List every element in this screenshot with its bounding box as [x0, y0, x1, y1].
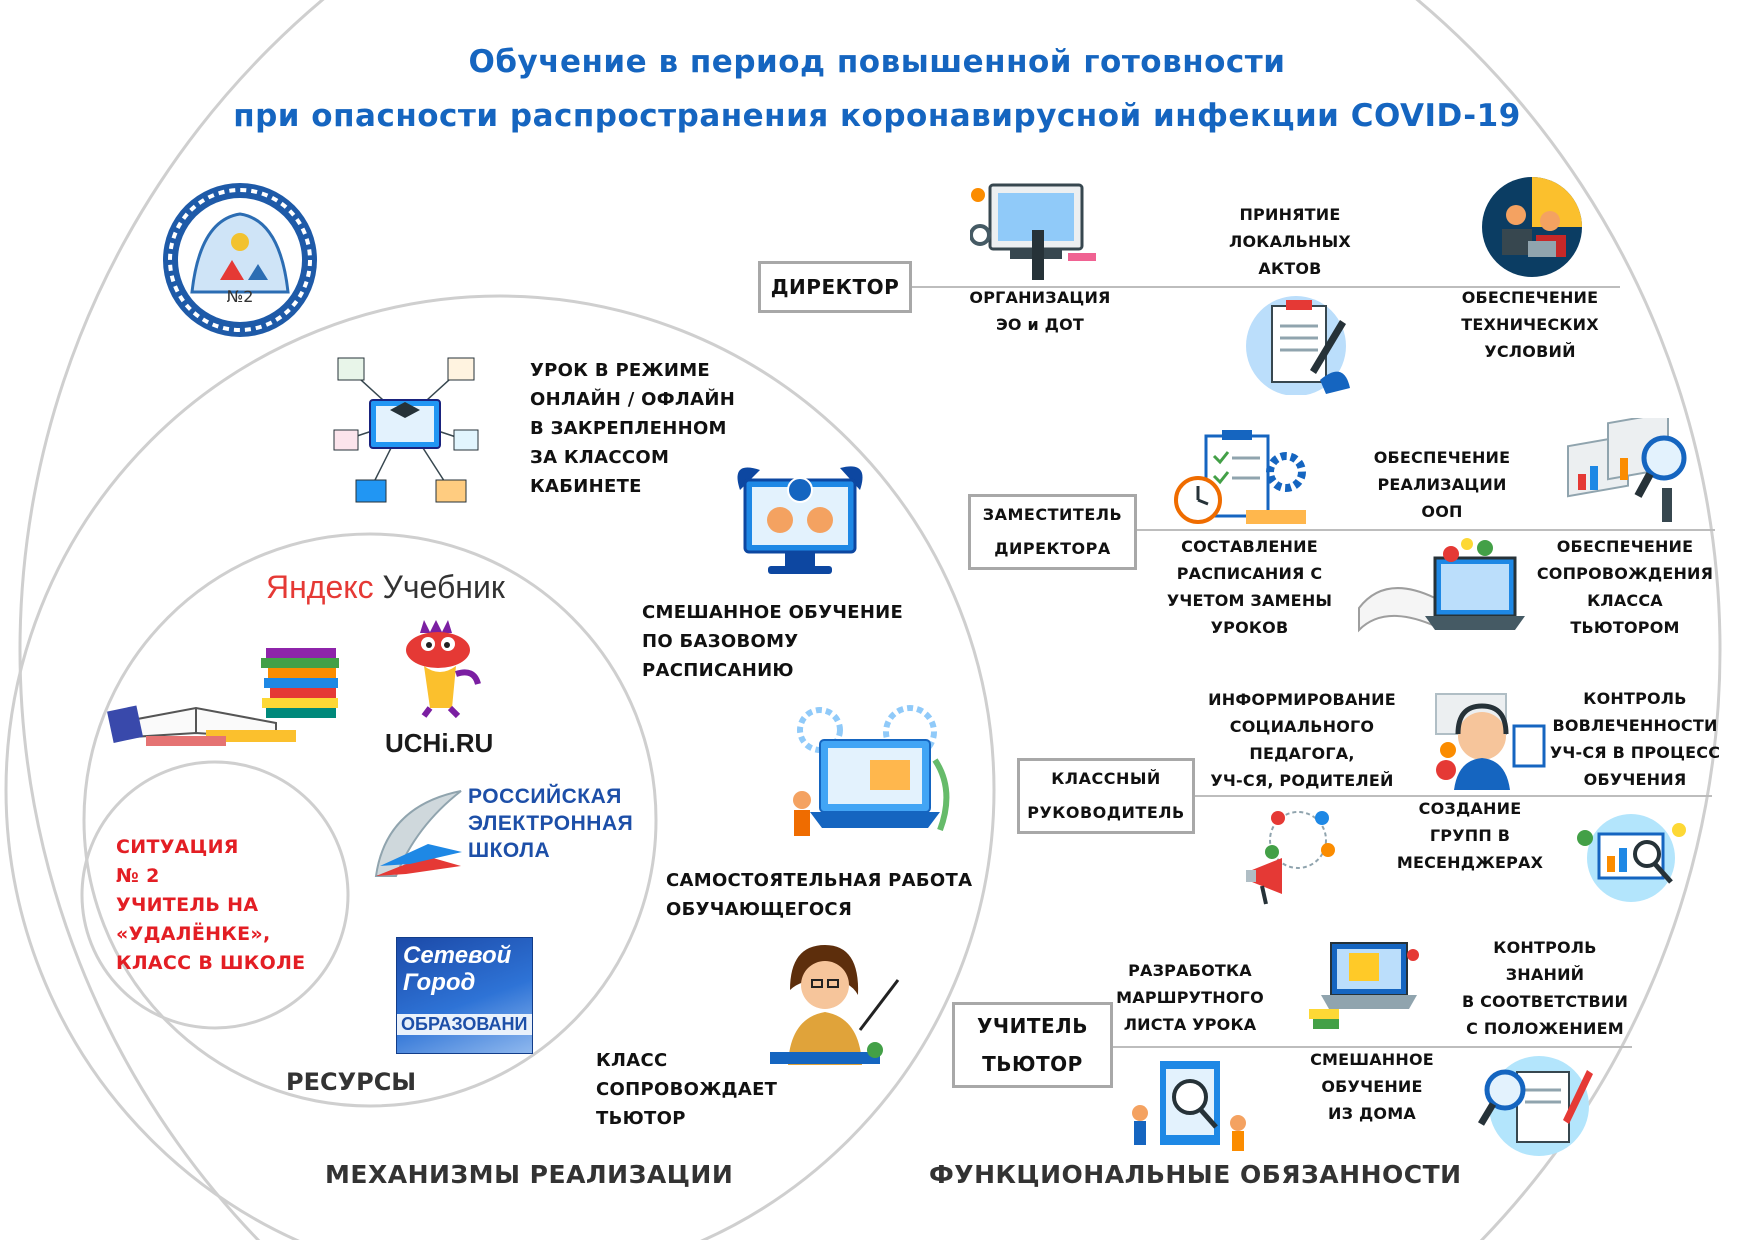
role-deputy-director: ЗАМЕСТИТЕЛЬ ДИРЕКТОРА — [968, 494, 1137, 570]
self-study-label: САМОСТОЯТЕЛЬНАЯ РАБОТА ОБУЧАЮЩЕГОСЯ — [666, 870, 973, 920]
self-study-laptop-icon — [770, 700, 960, 860]
books-pile-icon — [106, 638, 346, 753]
netcity-logo[interactable]: Сетевой Город ОБРАЗОВАНИ — [396, 937, 533, 1054]
knowledge-control-icon — [1475, 1050, 1595, 1160]
page-title-line-2: при опасности распространения коронавирусной инфекции COVID-19 — [233, 98, 1521, 134]
role-teacher-tutor: УЧИТЕЛЬ ТЬЮТОР — [952, 1002, 1113, 1088]
duty-oop: ОБЕСПЕЧЕНИЕ РЕАЛИЗАЦИИ ООП — [1373, 448, 1511, 521]
uchi-ru-logo[interactable]: UCHi.RU — [385, 728, 494, 758]
duty-route-sheet: РАЗРАБОТКА МАРШРУТНОГО ЛИСТА УРОКА — [1116, 961, 1264, 1034]
online-lesson-network-icon — [330, 330, 480, 510]
duty-organization: ОРГАНИЗАЦИЯ ЭО и ДОТ — [969, 288, 1111, 334]
schedule-clipboard-icon — [1170, 428, 1310, 528]
role-director: ДИРЕКТОР — [758, 261, 912, 313]
school-emblem-icon — [160, 180, 320, 340]
route-sheet-magnifier-icon — [1120, 1055, 1255, 1155]
lesson-online-offline-label: УРОК В РЕЖИМЕ ОНЛАЙН / ОФЛАЙН В ЗАКРЕПЛЕННОМ ЗА КЛАССОМ КАБИНЕТЕ — [530, 360, 736, 497]
role-class-teacher: КЛАССНЫЙ РУКОВОДИТЕЛЬ — [1017, 758, 1195, 834]
analytics-magnifier-icon — [1558, 418, 1698, 523]
duty-engagement: КОНТРОЛЬ ВОВЛЕЧЕННОСТИ УЧ-СЯ В ПРОЦЕСС ОБУЧЕНИЯ — [1549, 689, 1721, 789]
tutor-accompanies-label: КЛАСС СОПРОВОЖДАЕТ ТЬЮТОР — [596, 1050, 778, 1129]
technical-support-icon — [1480, 175, 1585, 280]
video-conference-icon — [730, 460, 870, 585]
section-mechanisms-label: МЕХАНИЗМЫ РЕАЛИЗАЦИИ — [325, 1160, 734, 1189]
duty-inform: ИНФОРМИРОВАНИЕ СОЦИАЛЬНОГО ПЕДАГОГА, УЧ-СЯ, РОДИТЕЛЕЙ — [1208, 690, 1396, 790]
school-mark: №2 — [226, 287, 254, 306]
open-laptop-book-icon — [1355, 538, 1525, 638]
duty-technical-conditions: ОБЕСПЕЧЕНИЕ ТЕХНИЧЕСКИХ УСЛОВИЙ — [1461, 288, 1599, 361]
mixed-base-schedule-label: СМЕШАННОЕ ОБУЧЕНИЕ ПО БАЗОВОМУ РАСПИСАНИЮ — [642, 602, 904, 681]
organization-computer-icon — [970, 175, 1100, 280]
duty-tutor-support: ОБЕСПЕЧЕНИЕ СОПРОВОЖДЕНИЯ КЛАССА ТЬЮТОРОМ — [1536, 537, 1714, 637]
uchi-dino-mascot-icon — [400, 618, 484, 718]
situation-label: СИТУАЦИЯ № 2 УЧИТЕЛЬ НА «УДАЛЁНКЕ», КЛАСС В ШКОЛЕ — [116, 836, 306, 974]
resources-label: РЕСУРСЫ — [286, 1068, 417, 1096]
page-title-line-1: Обучение в период повышенной готовности — [468, 44, 1286, 80]
messenger-megaphone-icon — [1242, 800, 1352, 905]
section-duties-label: ФУНКЦИОНАЛЬНЫЕ ОБЯЗАННОСТИ — [929, 1160, 1462, 1189]
support-operator-icon — [1432, 690, 1552, 795]
resh-quill-logo-icon — [366, 786, 466, 882]
duty-schedule: СОСТАВЛЕНИЕ РАСПИСАНИЯ С УЧЕТОМ ЗАМЕНЫ УРОКОВ — [1166, 537, 1333, 637]
laptop-books-icon — [1305, 935, 1425, 1035]
duty-mixed-from-home: СМЕШАННОЕ ОБУЧЕНИЕ ИЗ ДОМА — [1310, 1050, 1434, 1123]
deputy-line — [1135, 529, 1715, 531]
resh-logo-text[interactable]: РОССИЙСКАЯ ЭЛЕКТРОННАЯ ШКОЛА — [468, 785, 634, 862]
duty-local-acts: ПРИНЯТИЕ ЛОКАЛЬНЫХ АКТОВ — [1229, 205, 1351, 278]
duty-knowledge-control: КОНТРОЛЬ ЗНАНИЙ В СООТВЕТСТВИИ С ПОЛОЖЕНИЕМ — [1461, 938, 1629, 1038]
yandex-uchebnik-logo[interactable]: Яндекс Учебник — [266, 569, 505, 605]
data-monitor-icon — [1575, 808, 1690, 908]
local-acts-document-icon — [1240, 290, 1352, 395]
duty-messenger-groups: СОЗДАНИЕ ГРУПП В МЕСЕНДЖЕРАХ — [1396, 799, 1544, 872]
